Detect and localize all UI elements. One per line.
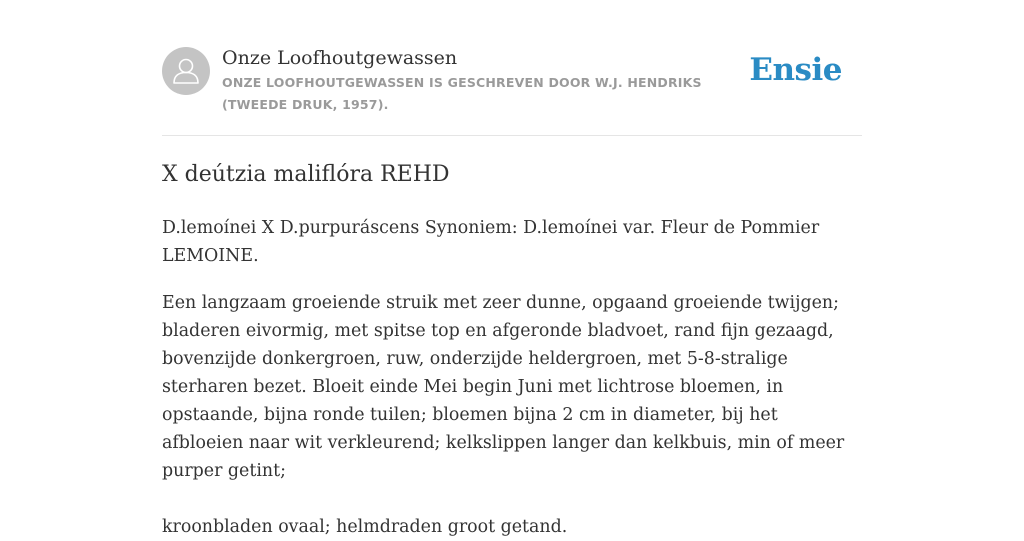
user-placeholder-icon — [162, 47, 210, 95]
source-header — [162, 46, 862, 136]
article-paragraph: D.lemoínei X D.purpuráscens Synoniem: D.lemoínei var. Fleur de Pommier LEMOINE. — [162, 218, 820, 266]
ensie-logo[interactable]: Ensie — [749, 52, 842, 88]
article-paragraph: Een langzaam groeiende struik met zeer dunne, opgaand groeiende twijgen; bladeren eivormig, met spitse top en afgeronde bladvoet, rand fijn gezaagd, bovenzijde donkergroen, ruw, onderzijde heldergroen, met 5-8-stralige sterharen bezet. Bloeit einde Mei begin Juni met lichtrose bloemen, in opstaande, bijna ronde tuilen; bloemen bijna 2 cm in diameter, bij het afbloeien naar wit verkleurend; kelkslippen langer dan kelkbuis, min of meer purper getint; — [162, 293, 845, 481]
article-body — [162, 160, 862, 541]
article-title: X deútzia maliflóra REHD — [162, 162, 450, 187]
article-paragraph: kroonbladen ovaal; helmdraden groot getand. — [162, 517, 568, 537]
source-title[interactable]: Onze Loofhoutgewassen — [222, 47, 458, 69]
source-description: ONZE LOOFHOUTGEWASSEN IS GESCHREVEN DOOR W.J. HENDRIKS (TWEEDE DRUK, 1957). — [222, 75, 702, 112]
source-avatar — [162, 47, 210, 95]
